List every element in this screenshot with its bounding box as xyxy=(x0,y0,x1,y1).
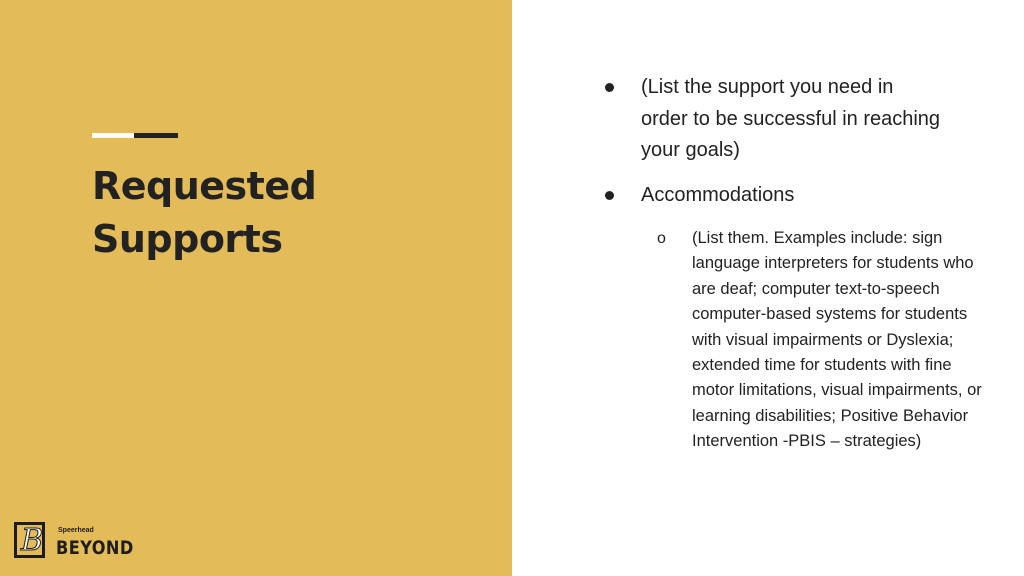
sub-bullet-marker: o xyxy=(657,230,666,247)
bullet-text: (List the support you need in order to be successful in reaching your goals) xyxy=(641,76,941,161)
bullet-dot-icon xyxy=(605,191,614,200)
logo-small-text: Speerhead xyxy=(58,527,94,534)
logo-mark-letter: B xyxy=(21,523,44,558)
bullet-text: Accommodations xyxy=(641,184,795,206)
speerhead-beyond-logo xyxy=(14,518,134,564)
title-accent-bar xyxy=(92,133,178,138)
accent-dark-segment xyxy=(134,133,178,138)
logo-mark-icon xyxy=(14,522,45,558)
sub-bullet-text: (List them. Examples include: sign language interpreters for students who are deaf; computer text-to-speech computer-based systems for students with visual impairments or Dyslexia; extended time for students with fine motor limitations, visual impairments, or learning disabilities; Positive Behavior Intervention -PBIS – strategies) xyxy=(692,229,982,451)
slide-title: Requested Supports xyxy=(92,164,317,261)
logo-big-text: BEYOND xyxy=(56,537,134,559)
bullet-dot-icon xyxy=(605,83,614,92)
accent-light-segment xyxy=(92,133,134,138)
